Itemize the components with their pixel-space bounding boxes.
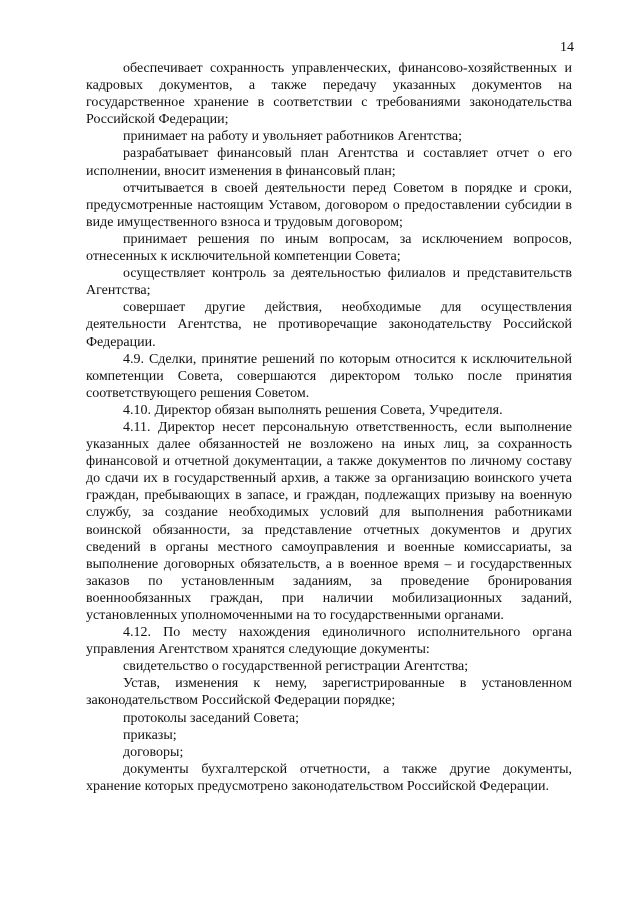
paragraph: 4.11. Директор несет персональную ответственность, если выполнение указанных далее обязанностей не возложено на иных лиц, за сохранность финансовой и отчетной документации, а также документов по личному составу до сдачи их в государственный архив, а также за организацию воинского учета граждан, пребывающих в запасе, и граждан, подлежащих призыву на военную службу, за создание необходимых условий для выполнения работниками воинской обязанности, за представление отчетных документов и других сведений в органы местного самоуправления и военные комиссариаты, за выполнение договорных обязательств, а в военное время – и государственных заказов по установленным заданиям, за проведение бронирования военнообязанных граждан, при наличии мобилизационных заданий, установленных уполномоченными на то государственными органами. [86, 419, 572, 623]
paragraph: принимает на работу и увольняет работников Агентства; [123, 129, 463, 145]
paragraph: совершает другие действия, необходимые для осуществления деятельности Агентства, не противоречащие законодательству Российской Федерации. [86, 300, 572, 350]
paragraph: обеспечивает сохранность управленческих, финансово-хозяйственных и кадровых документов, а также передачу указанных документов на государственное хранение в соответствии с требованиями законодательства Российской Федерации; [86, 61, 572, 128]
paragraph: 4.9. Сделки, принятие решений по которым относится к исключительной компетенции Совета, совершаются директором только после принятия соответствующего решения Советом. [86, 351, 572, 401]
paragraph: Устав, изменения к нему, зарегистрированные в установленном законодательством Российской Федерации порядке; [86, 676, 572, 709]
paragraph: договоры; [123, 744, 184, 760]
paragraph: отчитывается в своей деятельности перед Советом в порядке и сроки, предусмотренные настоящим Уставом, договором о предоставлении субсидии в виде имущественного взноса и трудовым договором; [86, 180, 572, 230]
paragraph: осуществляет контроль за деятельностью филиалов и представительств Агентства; [86, 266, 572, 299]
paragraph: свидетельство о государственной регистрации Агентства; [123, 659, 469, 675]
document-body [86, 60, 572, 795]
paragraph: приказы; [123, 727, 177, 743]
paragraph: протоколы заседаний Совета; [123, 710, 299, 726]
paragraph: принимает решения по иным вопросам, за исключением вопросов, отнесенных к исключительной компетенции Совета; [86, 231, 572, 265]
paragraph: 4.12. По месту нахождения единоличного исполнительного органа управления Агентством хранятся следующие документы: [86, 625, 572, 658]
page-number: 14 [560, 40, 574, 55]
paragraph: разрабатывает финансовый план Агентства и составляет отчет о его исполнении, вносит изменения в финансовый план; [86, 146, 572, 179]
paragraph: документы бухгалтерской отчетности, а также другие документы, хранение которых предусмотрено законодательством Российской Федерации. [86, 761, 572, 794]
paragraph: 4.10. Директор обязан выполнять решения Совета, Учредителя. [123, 402, 503, 418]
